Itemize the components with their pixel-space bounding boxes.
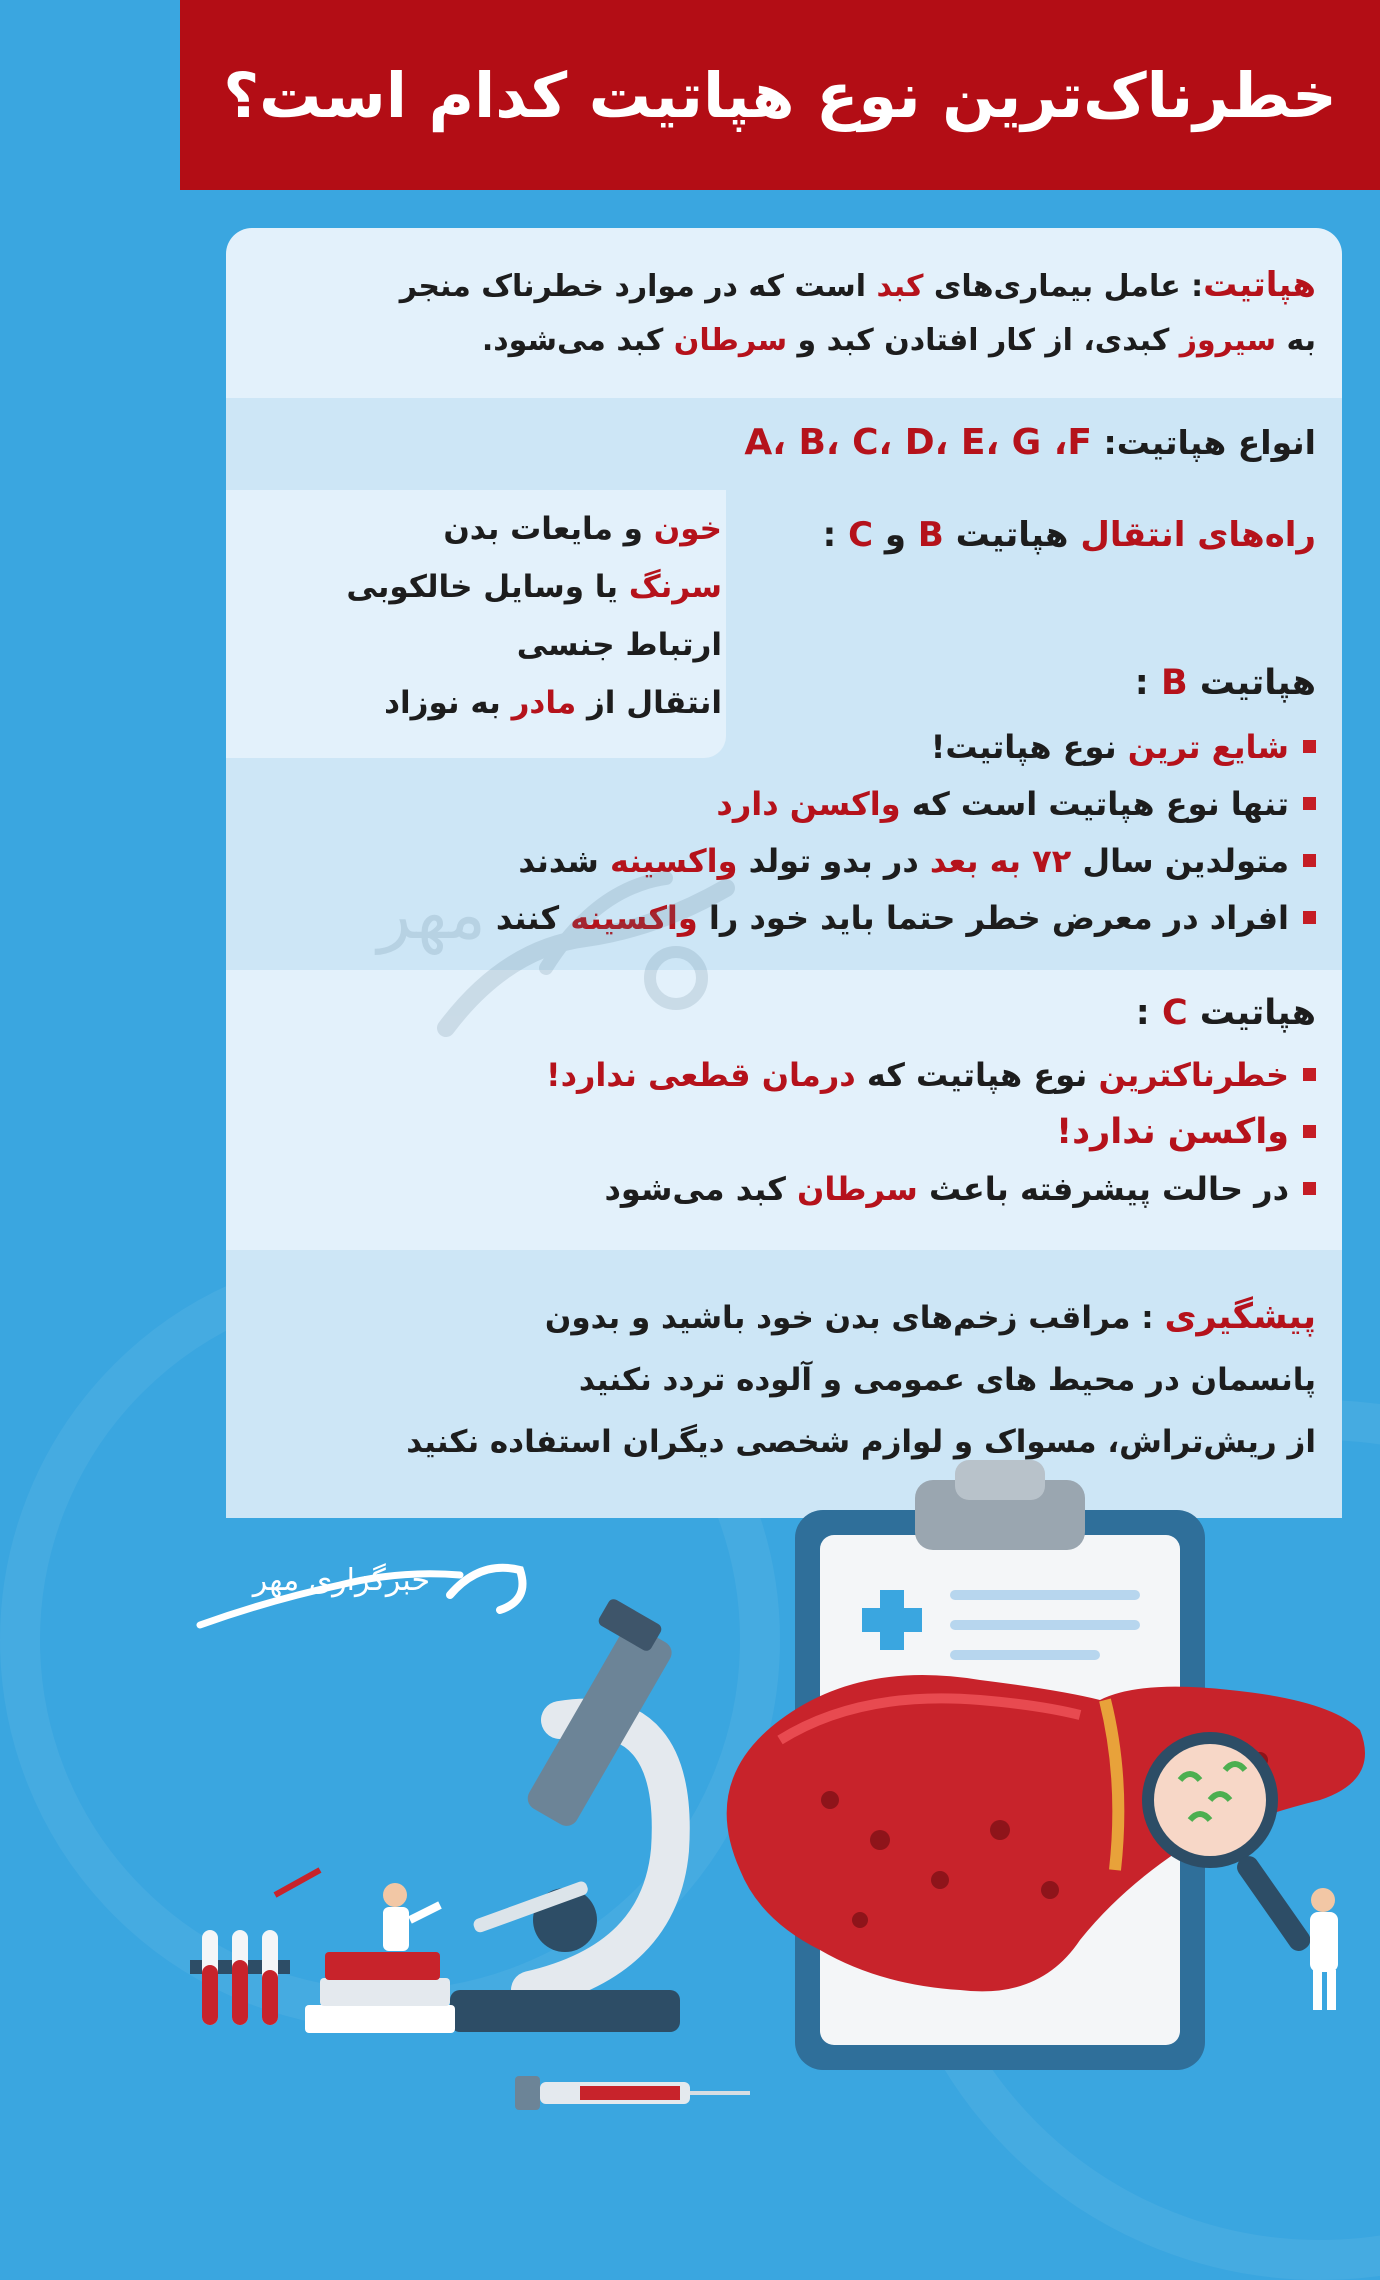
microscope-icon <box>450 1597 680 2032</box>
svg-text:مهر: مهر <box>377 873 486 955</box>
transmission-item: خون و مایعات بدن <box>443 511 722 547</box>
hepc-bullet: خطرناکترین نوع هپاتیت که درمان قطعی ندارد! <box>546 1046 1316 1103</box>
hepc-bullet: در حالت پیشرفته باعث سرطان کبد می‌شود <box>546 1160 1316 1217</box>
transmission-item: انتقال از مادر به نوزاد <box>384 685 722 721</box>
types-label: انواع هپاتیت: <box>1103 423 1316 462</box>
bullet-square-icon <box>1303 797 1316 810</box>
doctor-figure-icon <box>1310 1888 1338 2010</box>
hepb-bullet: افراد در معرض خطر حتما باید خود را واکسینه کنند <box>496 889 1316 946</box>
books-icon <box>305 1952 455 2033</box>
bullet-square-icon <box>1303 854 1316 867</box>
transmission-list <box>346 500 722 732</box>
bullet-square-icon <box>1303 1182 1316 1195</box>
prevention-label: پیشگیری <box>1164 1297 1316 1337</box>
hepb-bullet: متولدین سال ۷۲ به بعد در بدو تولد واکسینه شدند <box>496 832 1316 889</box>
hepc-section <box>226 970 1342 1250</box>
bullet-square-icon <box>1303 1125 1316 1138</box>
bullet-square-icon <box>1303 1068 1316 1081</box>
scientist-figure-icon <box>383 1883 440 1951</box>
bullet-square-icon <box>1303 911 1316 924</box>
info-card <box>226 228 1342 1518</box>
transmission-title: راه‌های انتقال هپاتیت B و C : <box>822 515 1316 555</box>
syringe-icon <box>515 2076 750 2110</box>
mehr-logo-icon <box>200 1563 523 1625</box>
test-tubes-icon <box>190 1870 320 2025</box>
intro-section <box>226 228 1342 398</box>
hepb-bullet: تنها نوع هپاتیت است که واکسن دارد <box>496 775 1316 832</box>
prevention-line-3: از ریش‌تراش، مسواک و لوازم شخصی دیگران استفاده نکنید <box>406 1424 1316 1460</box>
hepb-title: هپاتیت B : <box>1134 663 1316 703</box>
prevention-line-2: پانسمان در محیط های عمومی و آلوده تردد نکنید <box>578 1362 1316 1398</box>
hepc-bullets <box>546 1046 1316 1217</box>
term-hepatitis: هپاتیت <box>1203 265 1316 305</box>
intro-line-1: هپاتیت: عامل بیماری‌های کبد است که در موارد خطرناک منجر <box>399 265 1316 305</box>
transmission-item: سرنگ یا وسایل خالکوبی <box>346 569 722 605</box>
transmission-item: ارتباط جنسی <box>516 627 722 663</box>
types-section <box>226 398 1342 490</box>
intro-line-2: به سیروز کبدی، از کار افتادن کبد و سرطان کبد می‌شود. <box>481 323 1316 358</box>
logo-text: خبرگزاری مهر <box>252 1563 430 1598</box>
bullet-square-icon <box>1303 740 1316 753</box>
hepc-bullet: واکسن ندارد! <box>546 1103 1316 1160</box>
types-list: A، B، C، D، E، G ،F <box>744 422 1093 463</box>
hepc-title: هپاتیت C : <box>1135 993 1316 1033</box>
page-header <box>180 0 1380 190</box>
prevention-section <box>226 1250 1342 1518</box>
prevention-line-1: پیشگیری : مراقب زخم‌های بدن خود باشید و بدون <box>544 1297 1316 1337</box>
hepb-bullet: شایع ترین نوع هپاتیت! <box>496 718 1316 775</box>
medical-illustration <box>180 1500 1380 2133</box>
watermark-logo-icon <box>377 828 756 1058</box>
page-title: خطرناک‌ترین نوع هپاتیت کدام است؟ <box>223 58 1337 132</box>
